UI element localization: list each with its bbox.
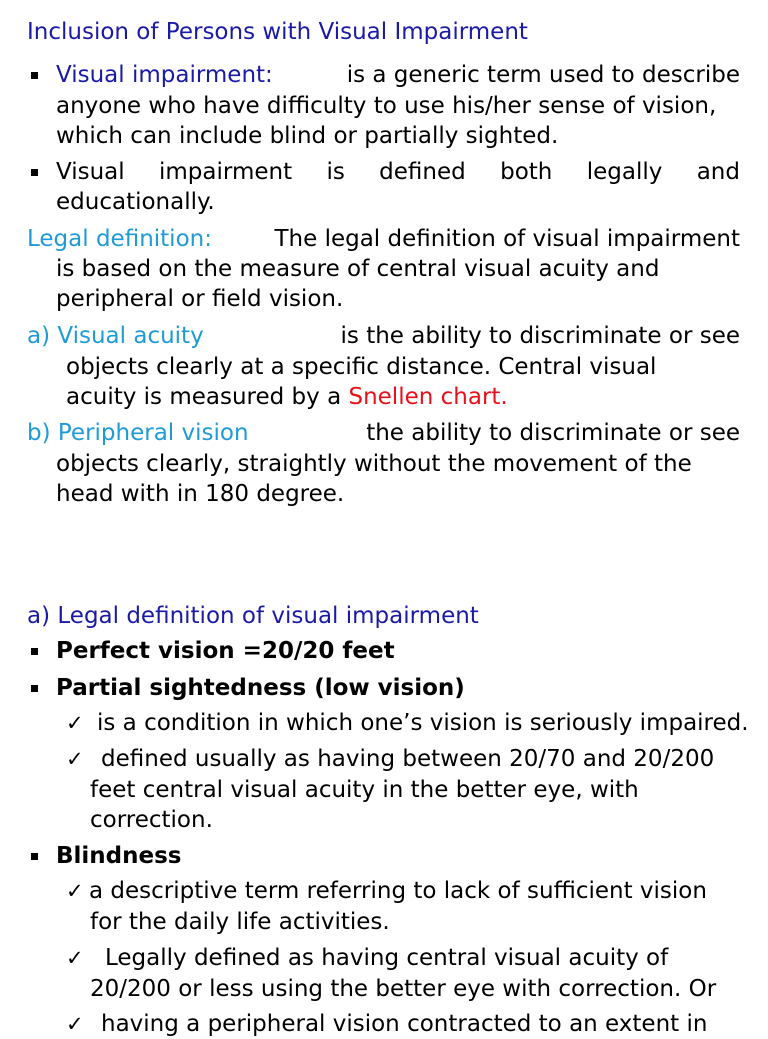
text-line: feet central visual acuity in the better eye, with: [90, 777, 639, 803]
text-line: anyone who have difficulty to use his/her sense of vision,: [56, 93, 717, 119]
bullet-square-icon: [31, 853, 38, 860]
word: Visual: [56, 159, 125, 185]
text: is the ability to discriminate or see: [340, 323, 740, 349]
bullet-square-icon: [31, 685, 38, 692]
bullet-square-icon: [31, 169, 38, 176]
text-line-partial: having a peripheral vision contracted to an extent in: [101, 1011, 708, 1037]
text-line: which can include blind or partially sighted.: [56, 123, 559, 149]
bullet-square-icon: [31, 648, 38, 655]
bullet-square-icon: [31, 72, 38, 79]
word: defined: [379, 159, 466, 185]
text-line: objects clearly at a specific distance. Central visual: [66, 354, 657, 380]
text-line: for the daily life activities.: [90, 909, 390, 935]
text: defined usually as having between 20/70 and 20/200: [101, 746, 715, 772]
text-line: is a condition in which one’s vision is seriously impaired.: [97, 710, 749, 736]
text-line: educationally.: [56, 189, 215, 215]
text-line: [101, 744, 759, 774]
text-line: a descriptive term referring to lack of sufficient vision: [89, 878, 707, 904]
bullet-defined: [56, 157, 740, 187]
word: both: [500, 159, 553, 185]
check-icon: ✓: [66, 1012, 84, 1036]
text-line: head with in 180 degree.: [56, 481, 345, 507]
slide-title: Inclusion of Persons with Visual Impairment: [27, 19, 528, 45]
text-line: Legally defined as having central visual acuity of: [105, 945, 669, 971]
term-visual-impairment: Visual impairment:: [56, 62, 273, 88]
text: The legal definition of visual impairment: [274, 226, 740, 252]
text: the ability to discriminate or see: [366, 420, 740, 446]
legal-definition: [27, 224, 740, 254]
check-icon: ✓: [66, 711, 84, 735]
text: is a generic term used to describe: [346, 62, 740, 88]
check-icon: ✓: [66, 946, 84, 970]
term-peripheral-vision: b) Peripheral vision: [27, 420, 249, 446]
text-line: peripheral or field vision.: [56, 286, 344, 312]
term-legal-definition: Legal definition:: [27, 226, 212, 252]
text-line: [66, 382, 508, 412]
peripheral-vision: [27, 418, 740, 448]
bullet-visual-impairment: [56, 60, 740, 90]
section-heading: a) Legal definition of visual impairment: [27, 603, 479, 629]
word: impairment: [159, 159, 293, 185]
text-line: 20/200 or less using the better eye with correction. Or: [90, 976, 717, 1002]
term-snellen-chart: Snellen chart.: [348, 384, 508, 410]
check-icon: ✓: [66, 879, 84, 903]
blindness-heading: Blindness: [56, 843, 182, 869]
word: is: [326, 159, 345, 185]
term-visual-acuity: a) Visual acuity: [27, 323, 204, 349]
check-icon: ✓: [66, 747, 84, 771]
text-line: is based on the measure of central visual acuity and: [56, 256, 660, 282]
perfect-vision: Perfect vision =20/20 feet: [56, 638, 395, 664]
text-line: objects clearly, straightly without the movement of the: [56, 451, 692, 477]
word: legally: [586, 159, 663, 185]
partial-sightedness-heading: Partial sightedness (low vision): [56, 675, 465, 701]
word: and: [696, 159, 740, 185]
text-line: correction.: [90, 807, 213, 833]
visual-acuity: [27, 321, 740, 351]
text: acuity is measured by a: [66, 384, 342, 410]
